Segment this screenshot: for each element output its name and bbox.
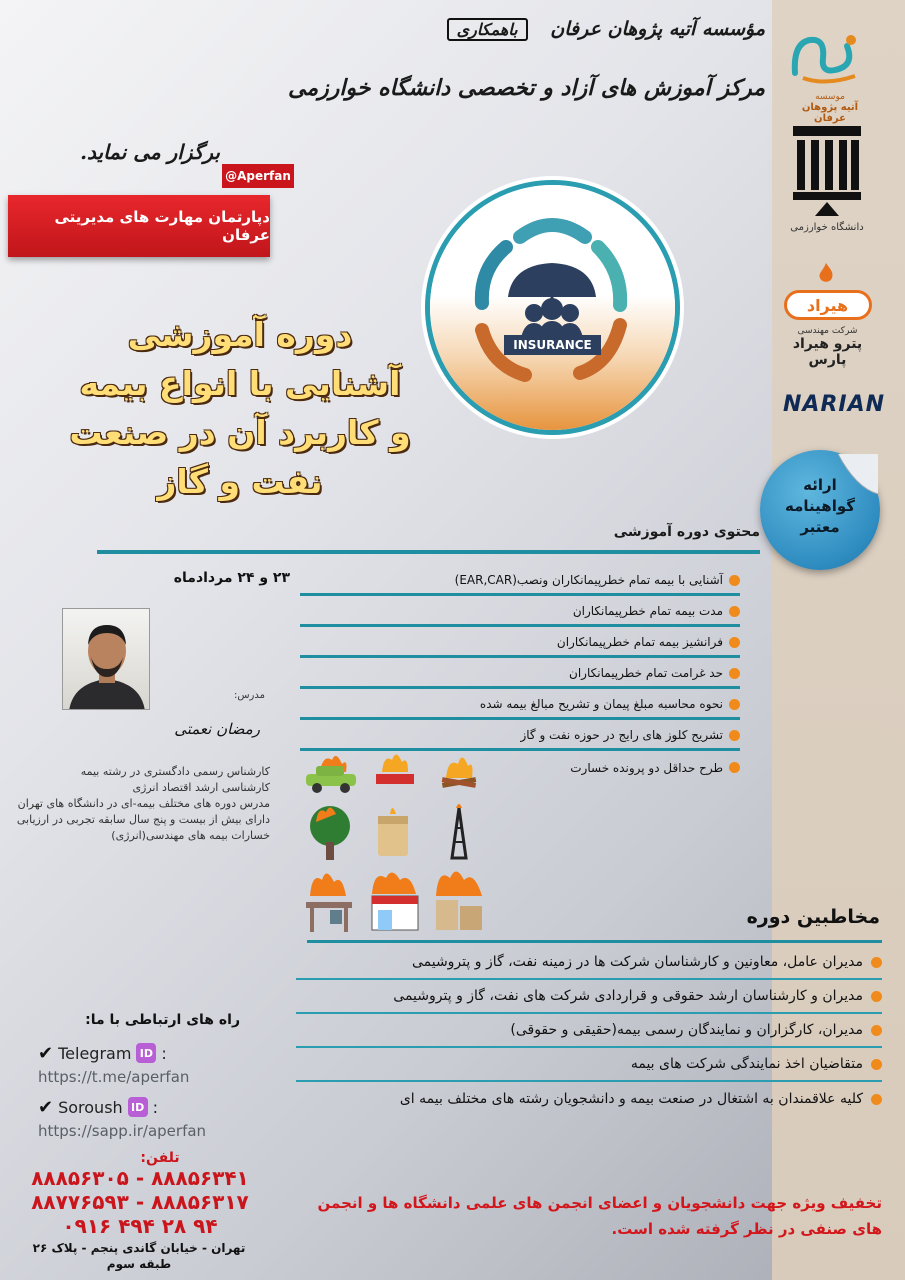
bio-line: مدرس دوره های مختلف بیمه-ای در دانشگاه های تهران [17,797,270,810]
bullet-icon [729,699,740,710]
header-line3: برگزار می نماید. [80,140,220,164]
car-fire-icon [300,750,362,796]
course-title [10,310,470,506]
boxes-fire-icon [430,866,488,936]
id-icon: ID [136,1043,156,1063]
content-item-text: حد غرامت تمام خطرپیمانکاران [569,666,723,680]
erfan-prefix: موسسه [815,92,845,102]
contact-heading: راه های ارتباطی با ما: [85,1012,240,1028]
bullet-icon [729,575,740,586]
audience-item-text: مدیران عامل، معاونین و کارشناسان شرکت ها در زمینه نفت، گاز و پتروشیمی [411,954,863,970]
bullet-icon [729,668,740,679]
audience-item [296,946,882,980]
bullet-icon [871,991,882,1002]
insurance-logo-label: INSURANCE [513,338,592,352]
audience-divider [307,940,882,943]
hirad-name: پترو هیراد پارس [792,336,863,368]
audience-item-text: کلیه علاقمندان به اشتغال در صنعت بیمه و دانشجویان رشته های مختلف بیمه ای [399,1091,863,1107]
instructor-photo [62,608,150,710]
content-list [300,565,740,782]
content-item-text: فرانشیز بیمه تمام خطرپیمانکاران [556,635,723,649]
kharazmi-name: دانشگاه خوارزمی [790,222,864,233]
bio-line: کارشناسی ارشد اقتصاد انرژی [132,781,270,794]
instructor-bio [8,764,270,844]
audience-item [296,1014,882,1048]
content-item-text: مدت بیمه تمام خطرپیمانکاران [572,604,723,618]
check-icon: ✔ [38,1042,54,1064]
bullet-icon [871,957,882,968]
audience-item [296,980,882,1014]
hirad-logo [780,262,875,368]
book-fire-icon [370,748,420,794]
content-divider [97,550,760,554]
discount-note: تخفیف ویژه جهت دانشجویان و اعضای انجمن های علمی دانشگاه ها و انجمن های صنفی در نظر گرفته شده است. [317,1194,882,1238]
handle-tag [222,164,294,188]
lighter-icon [368,802,418,862]
kharazmi-logo [787,118,867,248]
campfire-icon [434,748,484,794]
kharazmi-emblem-icon [787,118,867,218]
telegram-row [38,1042,258,1064]
check-icon: ✔ [38,1096,54,1118]
cert-line3: معتبر [800,518,840,536]
erfan-name: آتیه پژوهان عرفان [801,102,859,124]
audience-item-text: مدیران و کارشناسان ارشد حقوقی و قراردادی شرکت های نفت، گاز و پتروشیمی [393,988,863,1004]
oil-rig-icon [434,802,484,862]
course-title-line4: نفت و گاز [157,462,323,501]
header-collab: باهمکاری [447,18,528,41]
audience-item-text: متقاضیان اخذ نمایندگی شرکت های بیمه [630,1056,863,1072]
phone-line2: ۸۸۷۷۶۵۹۳ - ۸۸۸۵۶۳۱۷ [31,1190,249,1214]
audience-heading: مخاطبین دوره [746,906,880,928]
telegram-label: Telegram [58,1043,132,1063]
course-date: ۲۳ و ۲۴ مردادماه [173,570,290,586]
phone-label: تلفن: [140,1150,180,1166]
audience-item [296,1048,882,1082]
bullet-icon [729,637,740,648]
content-item [300,596,740,627]
audience-list [296,946,882,1116]
content-heading: محتوی دوره آموزشی [613,524,760,540]
bio-line: کارشناس رسمی دادگستری در رشته بیمه [80,765,270,778]
cert-line2: گواهینامه [785,497,855,515]
bullet-icon [871,1059,882,1070]
hirad-logo-text: هیراد [806,295,849,315]
address-line2: طبقه سوم [106,1257,172,1271]
certificate-text [768,475,872,538]
content-item [300,689,740,720]
bullet-icon [871,1094,882,1105]
header-org: مؤسسه آتیه پژوهان عرفان [550,18,765,40]
handle-text: @Aperfan [225,169,291,183]
phone-line1: ۸۸۸۵۶۳۰۵ - ۸۸۸۵۶۳۴۱ [31,1166,249,1190]
instructor-name: رمضان نعمتی [174,720,260,738]
audience-item-text: مدیران، کارگزاران و نمایندگان رسمی بیمه(حقیقی و حقوقی) [510,1022,863,1038]
telegram-link[interactable]: https://t.me/aperfan [38,1068,190,1086]
bullet-icon [871,1025,882,1036]
content-item-text: طرح حداقل دو پرونده خسارت [570,760,723,775]
audience-item [296,1082,882,1116]
hirad-caption: شرکت مهندسی [797,326,858,336]
content-item-text: تشریح کلوز های رایج در حوزه نفت و گاز [520,728,723,742]
course-title-line1: دوره آموزشی [127,315,353,354]
narian-logo-text: NARIAN [783,392,886,417]
erfan-logo-mark-icon [785,28,875,88]
content-item [300,627,740,658]
content-item [300,658,740,689]
erfan-logo [785,28,875,124]
bullet-icon [729,730,740,741]
content-item-text: آشنایی با بیمه تمام خطرپیمانکاران ونصب(EAR,CAR) [454,573,723,587]
header-line1 [330,18,765,41]
bullet-icon [729,606,740,617]
content-item-text: نحوه محاسبه مبلغ پیمان و تشریح مبالغ بیمه شده [479,697,723,711]
telegram-colon: : [161,1043,167,1063]
tree-fire-icon [302,802,358,862]
instructor-label: مدرس: [233,690,265,701]
shop-fire-icon [364,866,426,936]
address-line1: تهران - خیابان گاندی پنجم - پلاک ۲۶ [32,1241,246,1255]
hirad-badge [784,290,872,320]
soroush-colon: : [152,1097,159,1117]
bullet-icon [729,762,740,773]
soroush-row [38,1096,258,1118]
soroush-label: Soroush [58,1097,123,1117]
content-item [300,565,740,596]
narian-logo [783,392,886,420]
content-item [300,751,740,782]
cert-line1: ارائه [803,476,837,494]
content-item [300,720,740,751]
bio-line: دارای بیش از بیست و پنج سال سابقه تجربی در ارزیابی خسارات بیمه های مهندسی(انرژی) [16,813,270,842]
soroush-link[interactable]: https://sapp.ir/aperfan [38,1122,207,1140]
id-icon: ID [128,1097,148,1117]
course-title-line3: و کاربرد آن در صنعت [69,413,411,452]
address [14,1240,264,1272]
instructor-portrait-icon [63,609,150,710]
header-line2: مرکز آموزش های آزاد و تخصصی دانشگاه خوارزمی [288,75,765,101]
office-fire-icon [300,866,358,936]
flame-icon [816,262,836,284]
course-title-line2: آشنایی با انواع بیمه [79,364,401,403]
department-banner: دپارتمان مهارت های مدیریتی عرفان [8,195,270,257]
phone-line3: ۰۹۱۶ ۴۹۴ ۲۸ ۹۴ [62,1214,218,1238]
